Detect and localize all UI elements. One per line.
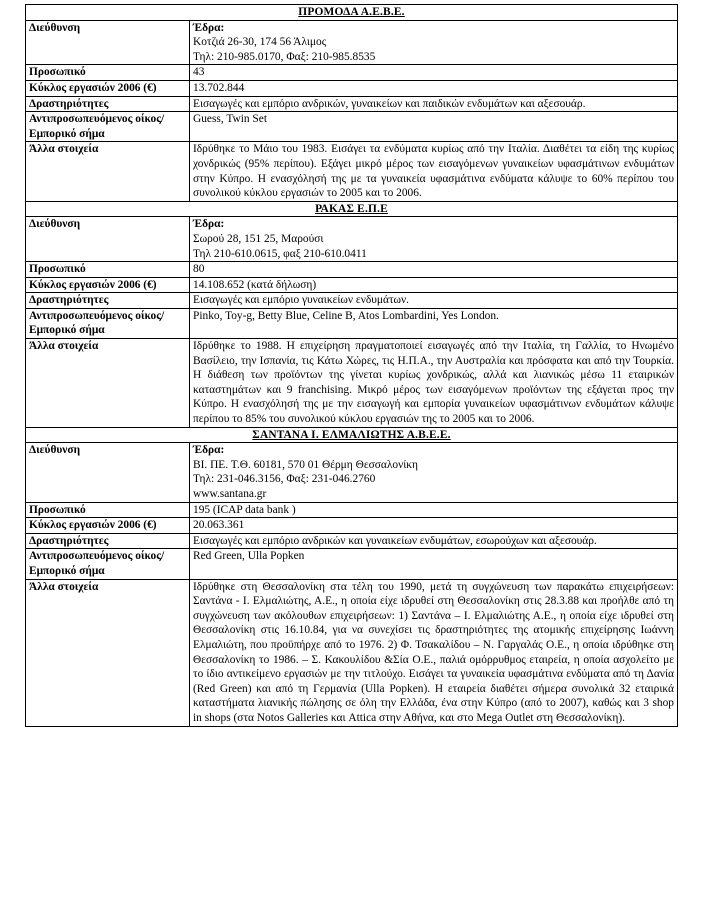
other-info-value: Ιδρύθηκε το 1988. Η επιχείρηση πραγματοποιεί εισαγωγές από την Ιταλία, τη Γαλλία, το Ηνωμένο Βασίλειο, την Ισπανία, τις Κάτω Χώρες, τις Η.Π.Α., την Αυστραλία και πρόσφατα και από την Τουρκία. Η διάθεση των προϊόντων της γίνεται κυρίως χονδρικώς, αλλά και λιανικώς μέσω 11 εταιρικών καταστημάτων και 9 franchising. Μικρό μέρος των εισαγόμενων προϊόντων της εξάγεται προς την Κύπρο. Η ενασχόλησή της με την εισαγωγή και εμπορία γυναικείων υφασμάτινων ενδυμάτων κάλυψε περίπου το 85% του συνολικού κύκλου εργασιών της το 2005 και το 2006. <box>190 339 678 428</box>
address-value <box>190 443 678 502</box>
phone-fax: Τηλ: 231-046.3156, Φαξ: 231-046.2760 <box>193 473 376 486</box>
brands-label <box>26 549 190 579</box>
address-row <box>26 20 678 65</box>
staff-value: 80 <box>190 262 678 278</box>
address-label: Διεύθυνση <box>26 443 190 502</box>
activities-value: Εισαγωγές και εμπόριο ανδρικών και γυναικείων ενδυμάτων, εσωρούχων και αξεσουάρ. <box>190 533 678 549</box>
activities-label: Δραστηριότητες <box>26 533 190 549</box>
address-label: Διεύθυνση <box>26 20 190 65</box>
turnover-row <box>26 80 678 96</box>
activities-label: Δραστηριότητες <box>26 96 190 112</box>
activities-row <box>26 96 678 112</box>
other-info-label: Άλλα στοιχεία <box>26 142 190 201</box>
turnover-row <box>26 277 678 293</box>
staff-row <box>26 262 678 278</box>
turnover-value: 20.063.361 <box>190 518 678 534</box>
address-label: Διεύθυνση <box>26 217 190 262</box>
address-value <box>190 217 678 262</box>
seat-label: Έδρα: <box>193 21 225 34</box>
activities-value: Εισαγωγές και εμπόριο ανδρικών, γυναικείων και παιδικών ενδυμάτων και αξεσουάρ. <box>190 96 678 112</box>
street-address: Κοτζιά 26-30, 174 56 Άλιμος <box>193 36 327 49</box>
activities-label: Δραστηριότητες <box>26 293 190 309</box>
staff-label: Προσωπικό <box>26 262 190 278</box>
company-header-row <box>26 427 678 443</box>
staff-row <box>26 502 678 518</box>
turnover-value: 14.108.652 (κατά δήλωση) <box>190 277 678 293</box>
brands-row <box>26 549 678 579</box>
address-row <box>26 217 678 262</box>
turnover-label: Κύκλος εργασιών 2006 (€) <box>26 518 190 534</box>
company-header-row <box>26 201 678 217</box>
turnover-value: 13.702.844 <box>190 80 678 96</box>
street-address: Σωρού 28, 151 25, Μαρούσι <box>193 232 324 245</box>
company-name: ΠΡΟΜΟΔΑ Α.Ε.Β.Ε. <box>26 5 678 21</box>
staff-row <box>26 65 678 81</box>
other-info-value: Ιδρύθηκε στη Θεσσαλονίκη στα τέλη του 1990, μετά τη συγχώνευση των παρακάτω επιχειρήσεων: Σαντάνα - Ι. Ελμαλιώτης, Α.Ε., η οποία είχε ιδρυθεί στη Θεσσαλονίκη στις 28.3.88 και προήλθε από τη συγχώνευση των ακόλουθων επιχειρήσεων: 1) Σαντάνα – Ι. Ελμαλιώτης Α.Ε., η οποία είχε ιδρυθεί στη Θεσσαλονίκη στις 16.10.84, για να συνεχίσει τις δραστηριότητες της ατομικής επιχείρησης Ιωάννη Ελμαλιώτη, που προϋπήρχε από το 1976. 2) Φ. Τσακαλίδου – Ν. Γαργαλάς Ο.Ε., η οποία ιδρύθηκε στη Θεσσαλονίκη το 1986. – Σ. Κακουλίδου &Σία Ο.Ε., παλιά ομόρρυθμος εταιρεία, η οποία ασχολείτο με το ίδιο αντικείμενο εργασιών με την τιτλούχο. Εισάγει τα γυναικεία υφασμάτινα ενδύματα από τη Δανία (Red Green) και από τη Γερμανία (Ulla Popken). Η εταιρεία διαθέτει σήμερα συνολικά 32 εταιρικά καταστήματα λιανικής πώλησης σε όλη την Ελλάδα, ένα στην Κύπρο (από το 2007), καθώς και 3 shop in shops (στα Notos Galleries και Attica στην Αθήνα, και στο Mega Outlet στη Θεσσαλονίκη). <box>190 579 678 726</box>
staff-value: 195 (ICAP data bank ) <box>190 502 678 518</box>
other-info-label: Άλλα στοιχεία <box>26 579 190 726</box>
company-profiles-table <box>25 4 678 727</box>
address-row <box>26 443 678 502</box>
brands-label-line-2: Εμπορικό σήμα <box>29 127 105 140</box>
brands-label-line-1: Αντιπροσωπευόμενος οίκος/ <box>29 309 165 322</box>
staff-label: Προσωπικό <box>26 65 190 81</box>
brands-label-line-2: Εμπορικό σήμα <box>29 564 105 577</box>
other-info-row <box>26 142 678 201</box>
staff-value: 43 <box>190 65 678 81</box>
brands-row <box>26 112 678 142</box>
seat-label: Έδρα: <box>193 218 225 231</box>
street-address: ΒΙ. ΠΕ. Τ.Θ. 60181, 570 01 Θέρμη Θεσσαλονίκη <box>193 458 418 471</box>
company-header-row <box>26 5 678 21</box>
website: www.santana.gr <box>193 488 267 500</box>
brands-value: Guess, Twin Set <box>190 112 678 142</box>
brands-value: Red Green, Ulla Popken <box>190 549 678 579</box>
turnover-label: Κύκλος εργασιών 2006 (€) <box>26 277 190 293</box>
other-info-label: Άλλα στοιχεία <box>26 339 190 428</box>
turnover-label: Κύκλος εργασιών 2006 (€) <box>26 80 190 96</box>
brands-value: Pinko, Toy-g, Betty Blue, Celine B, Atos Lombardini, Yes London. <box>190 308 678 338</box>
brands-label-line-1: Αντιπροσωπευόμενος οίκος/ <box>29 550 165 563</box>
brands-label <box>26 308 190 338</box>
company-name: ΡΑΚΑΣ Ε.Π.Ε <box>26 201 678 217</box>
phone-fax: Τηλ: 210-985.0170, Φαξ: 210-985.8535 <box>193 50 376 63</box>
staff-label: Προσωπικό <box>26 502 190 518</box>
activities-value: Εισαγωγές και εμπόριο γυναικείων ενδυμάτων. <box>190 293 678 309</box>
other-info-row <box>26 339 678 428</box>
brands-label <box>26 112 190 142</box>
other-info-row <box>26 579 678 726</box>
seat-label: Έδρα: <box>193 444 225 457</box>
turnover-row <box>26 518 678 534</box>
brands-row <box>26 308 678 338</box>
phone-fax: Τηλ 210-610.0615, φαξ 210-610.0411 <box>193 247 367 260</box>
activities-row <box>26 533 678 549</box>
company-profiles-document <box>25 4 678 727</box>
brands-label-line-2: Εμπορικό σήμα <box>29 324 105 337</box>
company-name: ΣΑΝΤΑΝΑ Ι. ΕΛΜΑΛΙΩΤΗΣ Α.Β.Ε.Ε. <box>26 427 678 443</box>
address-value <box>190 20 678 65</box>
other-info-value: Ιδρύθηκε το Μάιο του 1983. Εισάγει τα ενδύματα κυρίως από την Ιταλία. Διαθέτει τα είδη της κυρίως χονδρικώς (95% περίπου). Εξάγει μικρό μέρος των εισαγόμενων γυναικείων υφασμάτινων ενδυμάτων στην Κύπρο. Η ενασχόλησή της με τα γυναικεία υφασμάτινα ενδύματα κάλυψε το 60% περίπου του συνολικού κύκλου εργασιών το 2005 και το 2006. <box>190 142 678 201</box>
brands-label-line-1: Αντιπροσωπευόμενος οίκος/ <box>29 113 165 126</box>
activities-row <box>26 293 678 309</box>
